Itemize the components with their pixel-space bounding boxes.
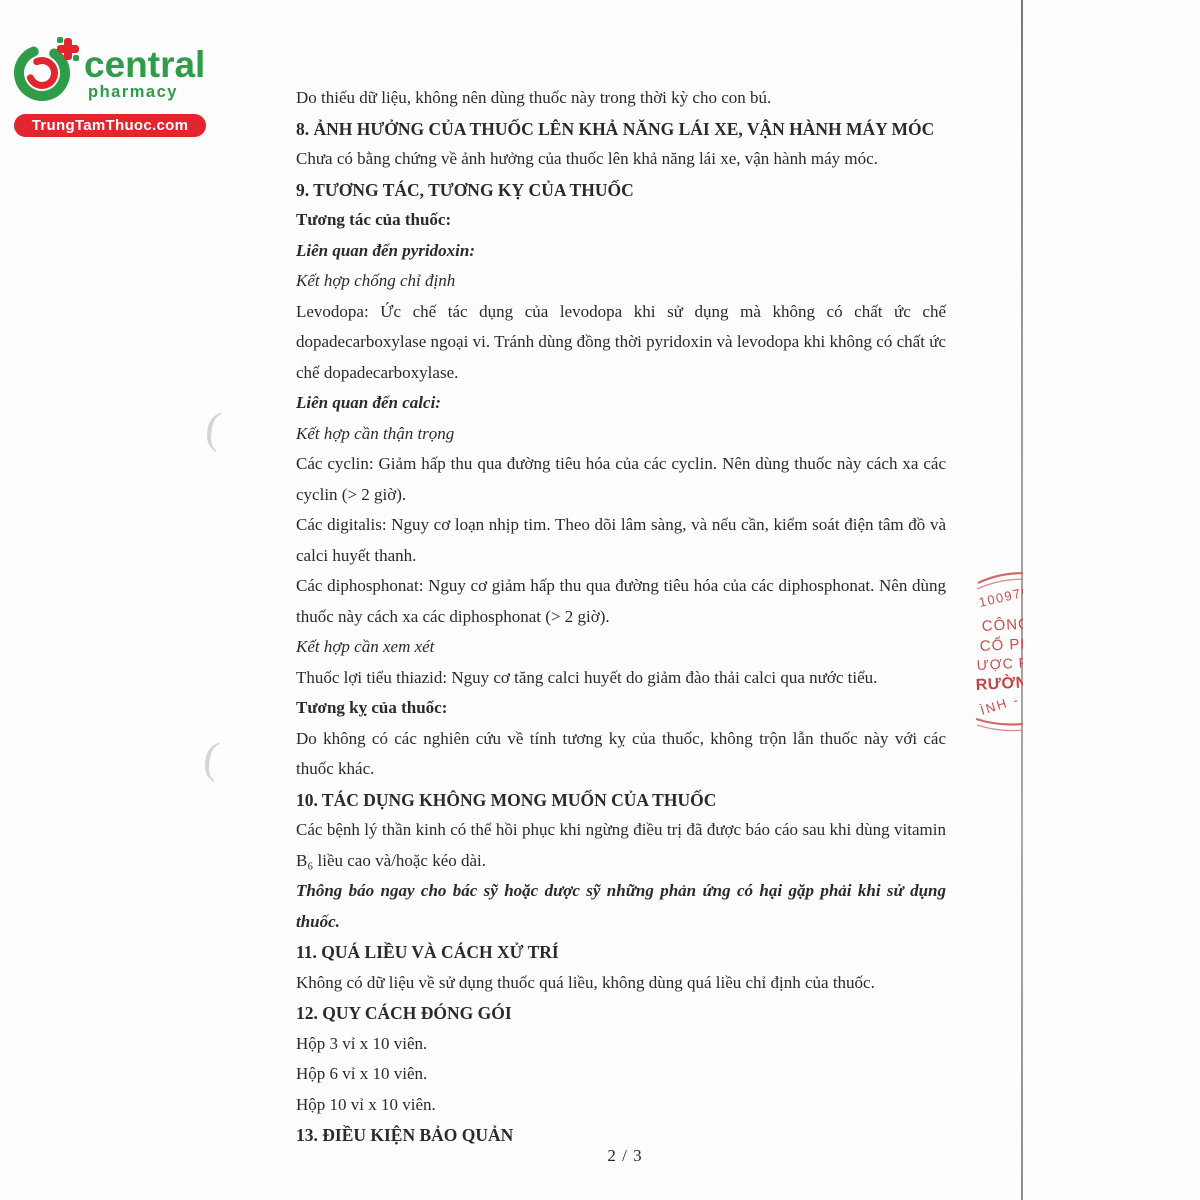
paragraph-overdose: Không có dữ liệu về sử dụng thuốc quá liều, không dùng quá liều chỉ định của thuốc. (296, 972, 875, 992)
paragraph-driving: Chưa có bằng chứng về ảnh hưởng của thuốc lên khả năng lái xe, vận hành máy móc. (296, 149, 878, 168)
section-9-heading: 9. TƯƠNG TÁC, TƯƠNG KỴ CỦA THUỐC (296, 179, 634, 200)
subheading-consider-combo: Kết hợp cần xem xét (296, 637, 435, 656)
section-11-heading: 11. QUÁ LIỀU VÀ CÁCH XỬ TRÍ (296, 942, 559, 962)
stamp-arc-number: 100976 (977, 583, 1032, 610)
logo-website-badge: TrungTamThuoc.com (14, 114, 206, 137)
stamp-arc-bottom: ÌNH - (978, 691, 1022, 718)
paragraph-thiazid: Thuốc lợi tiểu thiazid: Nguy cơ tăng calci huyết do giảm đào thải calci qua nước tiểu. (296, 667, 878, 687)
paragraph-report-warning: Thông báo ngay cho bác sỹ hoặc dược sỹ những phản ứng có hại gặp phải khi sử dụng thuốc. (296, 881, 946, 931)
section-8-heading: 8. ẢNH HƯỞNG CỦA THUỐC LÊN KHẢ NĂNG LÁI XE, VẬN HÀNH MÁY MÓC (296, 118, 935, 139)
paragraph-pack-10: Hộp 10 vỉ x 10 viên. (296, 1094, 436, 1114)
paragraph-cyclin: Các cyclin: Giảm hấp thu qua đường tiêu hóa của các cyclin. Nên dùng thuốc này cách xa các cyclin (> 2 giờ). (296, 454, 946, 504)
paragraph-breastfeeding-note: Do thiếu dữ liệu, không nên dùng thuốc này trong thời kỳ cho con bú. (296, 88, 772, 107)
subheading-pyridoxin: Liên quan đến pyridoxin: (296, 240, 475, 260)
logo-brand-text: central (84, 44, 206, 85)
section-10-heading: 10. TÁC DỤNG KHÔNG MONG MUỐN CỦA THUỐC (296, 789, 717, 810)
paragraph-pack-3: Hộp 3 vỉ x 10 viên. (296, 1033, 428, 1053)
section-13-heading: 13. ĐIỀU KIỆN BẢO QUẢN (296, 1125, 514, 1145)
paragraph-adverse-effects: Các bệnh lý thần kinh có thể hồi phục khi ngừng điều trị đã được báo cáo sau khi dùng vitamin B₆ liều cao và/hoặc kéo dài. (296, 820, 946, 870)
subheading-contraindicated-combo: Kết hợp chống chỉ định (296, 271, 456, 290)
central-pharmacy-logo-icon (14, 36, 80, 102)
document-body (296, 83, 946, 1151)
scan-artifact-arc: ( (202, 402, 224, 453)
paragraph-diphosphonat: Các diphosphonat: Nguy cơ giảm hấp thu qua đường tiêu hóa của các diphosphonat. Nên dùng thuốc này cách xa các diphosphonat (> 2 giờ). (296, 576, 946, 626)
logo-subtitle-text: pharmacy (88, 83, 178, 101)
red-company-stamp (974, 569, 1042, 733)
paragraph-digitalis: Các digitalis: Nguy cơ loạn nhịp tim. Theo dõi lâm sàng, và nếu cần, kiểm soát điện tâm đồ và calci huyết thanh. (296, 515, 946, 565)
section-12-heading: 12. QUY CÁCH ĐÓNG GÓI (296, 1003, 512, 1023)
paragraph-incompatibility: Do không có các nghiên cứu về tính tương kỵ của thuốc, không trộn lẫn thuốc này với các thuốc khác. (296, 728, 946, 778)
stamp-line-2: CỔ PH (979, 635, 1033, 655)
subheading-interactions: Tương tác của thuốc: (296, 210, 452, 229)
stamp-line-1: CÔNG (981, 615, 1032, 635)
stamp-line-4: RƯỜNG (975, 673, 1042, 694)
paragraph-pack-6: Hộp 6 vỉ x 10 viên. (296, 1064, 428, 1083)
central-pharmacy-logo (14, 34, 244, 144)
page-number: 2 / 3 (607, 1146, 643, 1165)
stamp-line-3: ƯỢC P (976, 654, 1030, 673)
scan-artifact-arc: ( (200, 732, 222, 783)
subheading-caution-combo: Kết hợp cần thận trọng (296, 423, 455, 443)
subheading-calci: Liên quan đến calci: (296, 393, 441, 412)
subheading-incompatibility: Tương kỵ của thuốc: (296, 698, 448, 717)
paragraph-levodopa: Levodopa: Ức chế tác dụng của levodopa khi sử dụng mà không có chất ức chế dopadecarboxylase ngoại vi. Tránh dùng đồng thời pyridoxin và levodopa khi không có chất ức chế dopadecarboxylase. (296, 301, 946, 382)
